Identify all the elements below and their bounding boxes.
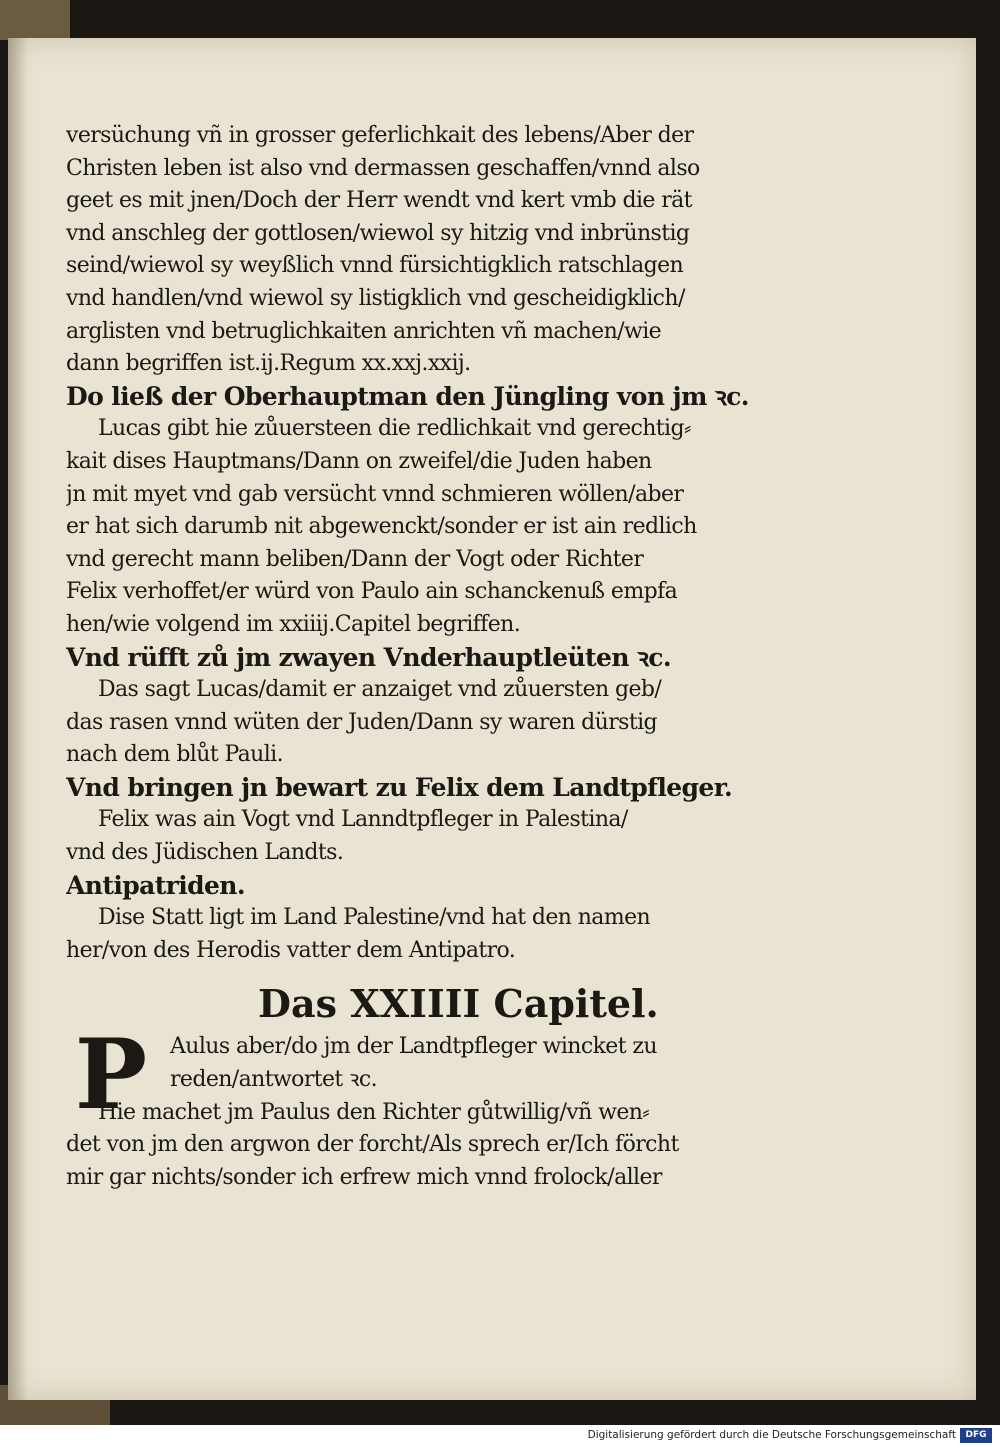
text-line: versüchung vñ in grosser geferlichkait des lebens/Aber der — [66, 123, 694, 148]
book-edge-top — [0, 0, 70, 40]
text-line: dann begriffen ist.ij.Regum xx.xxj.xxij. — [66, 351, 471, 377]
text-line: Christen leben ist also vnd dermassen geschaffen/vnnd also — [66, 155, 700, 181]
text-line: vnd anschleg der gottlosen/wiewol sy hitzig vnd inbrünstig — [66, 220, 690, 246]
text-line: vnd handlen/vnd wiewol sy listigklich vnd gescheidigklich/ — [66, 285, 685, 311]
text-line: er hat sich darumb nit abgewenckt/sonder er ist ain redlich — [66, 514, 697, 540]
lemma-heading: Vnd rüfft zů jm zwayen Vnderhauptleüten ꝛc. — [66, 642, 671, 672]
footer-bar — [0, 1425, 1000, 1448]
text-line: seind/wiewol sy weyßlich vnnd fürsichtigklich ratschlagen — [66, 253, 684, 279]
text-line: nach dem blůt Pauli. — [66, 742, 284, 768]
page-gutter-shadow — [8, 38, 28, 1400]
lemma-heading: Antipatriden. — [66, 870, 245, 900]
text-line: Hie machet jm Paulus den Richter gůtwillig/vñ wen⸗ — [98, 1099, 650, 1125]
text-line: arglisten vnd betruglichkaiten anrichten vñ machen/wie — [66, 318, 662, 344]
dfg-logo: DFG — [960, 1428, 992, 1443]
book-page — [8, 38, 976, 1400]
text-line: her/von des Herodis vatter dem Antipatro. — [66, 937, 516, 963]
text-line: Felix was ain Vogt vnd Lanndtpfleger in Palestina/ — [98, 807, 628, 833]
text-line: vnd des Jüdischen Landts. — [66, 840, 344, 866]
text-line: det von jm den argwon der forcht/Als sprech er/Ich förcht — [66, 1132, 679, 1158]
text-line: Dise Statt ligt im Land Palestine/vnd hat den namen — [98, 905, 651, 931]
text-line: vnd gerecht mann beliben/Dann der Vogt oder Richter — [66, 546, 644, 572]
text-line: hen/wie volgend im xxiiij.Capitel begriffen. — [66, 611, 521, 637]
text-line: kait dises Hauptmans/Dann on zweifel/die Juden haben — [66, 448, 652, 474]
text-line: jn mit myet vnd gab versücht vnnd schmieren wöllen/aber — [66, 481, 684, 507]
text-line: geet es mit jnen/Doch der Herr wendt vnd kert vmb die rät — [66, 188, 692, 214]
text-line: Das sagt Lucas/damit er anzaiget vnd zůuersten geb/ — [98, 677, 662, 703]
text-line: das rasen vnnd wüten der Juden/Dann sy waren dürstig — [66, 709, 657, 735]
text-line: Lucas gibt hie zůuersteen die redlichkait vnd gerechtig⸗ — [98, 416, 691, 442]
lemma-heading: Do ließ der Oberhauptman den Jüngling von jm ꝛc. — [66, 381, 749, 411]
text-line: mir gar nichts/sonder ich erfrew mich vnnd frolock/aller — [66, 1164, 662, 1190]
funding-credit: Digitalisierung gefördert durch die Deutsche Forschungsgemeinschaft — [587, 1429, 956, 1441]
text-line: Aulus aber/do jm der Landtpfleger wincket zu — [170, 1034, 657, 1060]
chapter-heading: Das XXIIII Capitel. — [258, 981, 659, 1027]
lemma-heading: Vnd bringen jn bewart zu Felix dem Landtpfleger. — [66, 772, 733, 802]
text-line: Felix verhoffet/er würd von Paulo ain schanckenuß empfa — [66, 579, 678, 605]
text-line: reden/antwortet ꝛc. — [170, 1067, 377, 1093]
drop-initial: P — [74, 1018, 148, 1132]
page-text-block — [66, 120, 801, 1194]
